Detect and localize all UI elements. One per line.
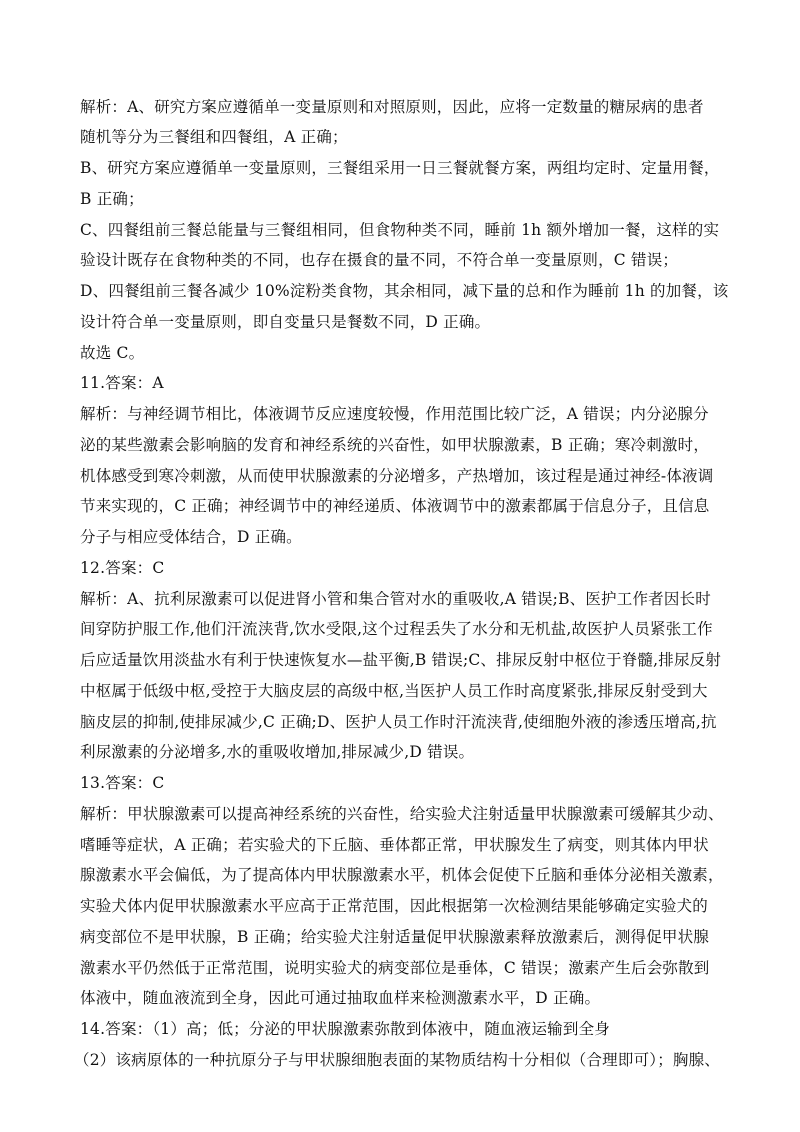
text-line: 节来实现的，C 正确；神经调节中的神经递质、体液调节中的激素都属于信息分子，且信息 <box>80 497 710 515</box>
text-line: 解析：与神经调节相比，体液调节反应速度较慢，作用范围比较广泛，A 错误；内分泌腺分 <box>80 405 709 423</box>
answer-heading: 13.答案：C <box>80 774 165 792</box>
text-line: （2）该病原体的一种抗原分子与甲状腺细胞表面的某物质结构十分相似（合理即可）；胸腺、 <box>74 1051 721 1069</box>
text-line: B 正确； <box>80 190 144 208</box>
text-line: 利尿激素的分泌增多,水的重吸收增加,排尿减少,D 错误。 <box>80 743 475 761</box>
text-line: 腺激素水平会偏低，为了提高体内甲状腺激素水平，机体会促使下丘脑和垂体分泌相关激素， <box>80 866 724 884</box>
text-line: 随机等分为三餐组和四餐组，A 正确； <box>80 128 348 146</box>
text-line: B、研究方案应遵循单一变量原则，三餐组采用一日三餐就餐方案，两组均定时、定量用餐， <box>80 159 720 177</box>
answer-heading: 14.答案：（1）高；低；分泌的甲状腺激素弥散到体液中，随血液运输到全身 <box>80 1020 610 1038</box>
text-line: 中枢属于低级中枢,受控于大脑皮层的高级中枢,当医护人员工作时高度紧张,排尿反射受到大 <box>80 682 708 700</box>
text-line: D、四餐组前三餐各减少 10%淀粉类食物，其余相同，减下量的总和作为睡前 1h 的加餐，该 <box>80 282 729 300</box>
text-line: 脑皮层的抑制,使排尿减少,C 正确;D、医护人员工作时汗流浃背,使细胞外液的渗透压增高,抗 <box>80 713 717 731</box>
text-line: 体液中，随血液流到全身，因此可通过抽取血样来检测激素水平，D 正确。 <box>80 989 601 1007</box>
text-line: 验设计既存在食物种类的不同，也存在摄食的量不同，不符合单一变量原则，C 错误； <box>80 251 679 269</box>
text-line: 解析：甲状腺激素可以提高神经系统的兴奋性，给实验犬注射适量甲状腺激素可缓解其少动、 <box>80 805 724 823</box>
text-line: 故选 C。 <box>80 344 145 362</box>
text-line: 分子与相应受体结合，D 正确。 <box>80 528 302 546</box>
text-line: 嗜睡等症状，A 正确；若实验犬的下丘脑、垂体都正常，甲状腺发生了病变，则其体内甲状 <box>80 836 709 854</box>
text-line: 解析：A、抗利尿激素可以促进肾小管和集合管对水的重吸收,A 错误;B、医护工作者因长时 <box>80 590 711 608</box>
text-line: 解析：A、研究方案应遵循单一变量原则和对照原则，因此，应将一定数量的糖尿病的患者 <box>80 98 704 116</box>
text-line: 间穿防护服工作,他们汗流浃背,饮水受限,这个过程丢失了水分和无机盐,故医护人员紧张工作 <box>80 620 713 638</box>
text-line: 实验犬体内促甲状腺激素水平应高于正常范围，因此根据第一次检测结果能够确定实验犬的 <box>80 897 709 915</box>
text-line: 泌的某些激素会影响脑的发育和神经系统的兴奋性，如甲状腺激素，B 正确；寒冷刺激时， <box>80 436 710 454</box>
text-line: C、四餐组前三餐总能量与三餐组相同，但食物种类不同，睡前 1h 额外增加一餐，这样的实 <box>80 221 720 239</box>
text-line: 后应适量饮用淡盐水有利于快速恢复水—盐平衡,B 错误;C、排尿反射中枢位于脊髓,排尿反射 <box>80 651 722 669</box>
text-line: 激素水平仍然低于正常范围，说明实验犬的病变部位是垂体，C 错误；激素产生后会弥散到 <box>80 959 710 977</box>
text-line: 机体感受到寒冷刺激，从而使甲状腺激素的分泌增多，产热增加，该过程是通过神经-体液调 <box>80 467 714 485</box>
answer-heading: 11.答案：A <box>80 374 164 392</box>
text-line: 设计符合单一变量原则，即自变量只是餐数不同，D 正确。 <box>80 313 491 331</box>
answer-heading: 12.答案：C <box>80 559 165 577</box>
text-line: 病变部位不是甲状腺，B 正确；给实验犬注射适量促甲状腺激素释放激素后，测得促甲状腺 <box>80 928 710 946</box>
